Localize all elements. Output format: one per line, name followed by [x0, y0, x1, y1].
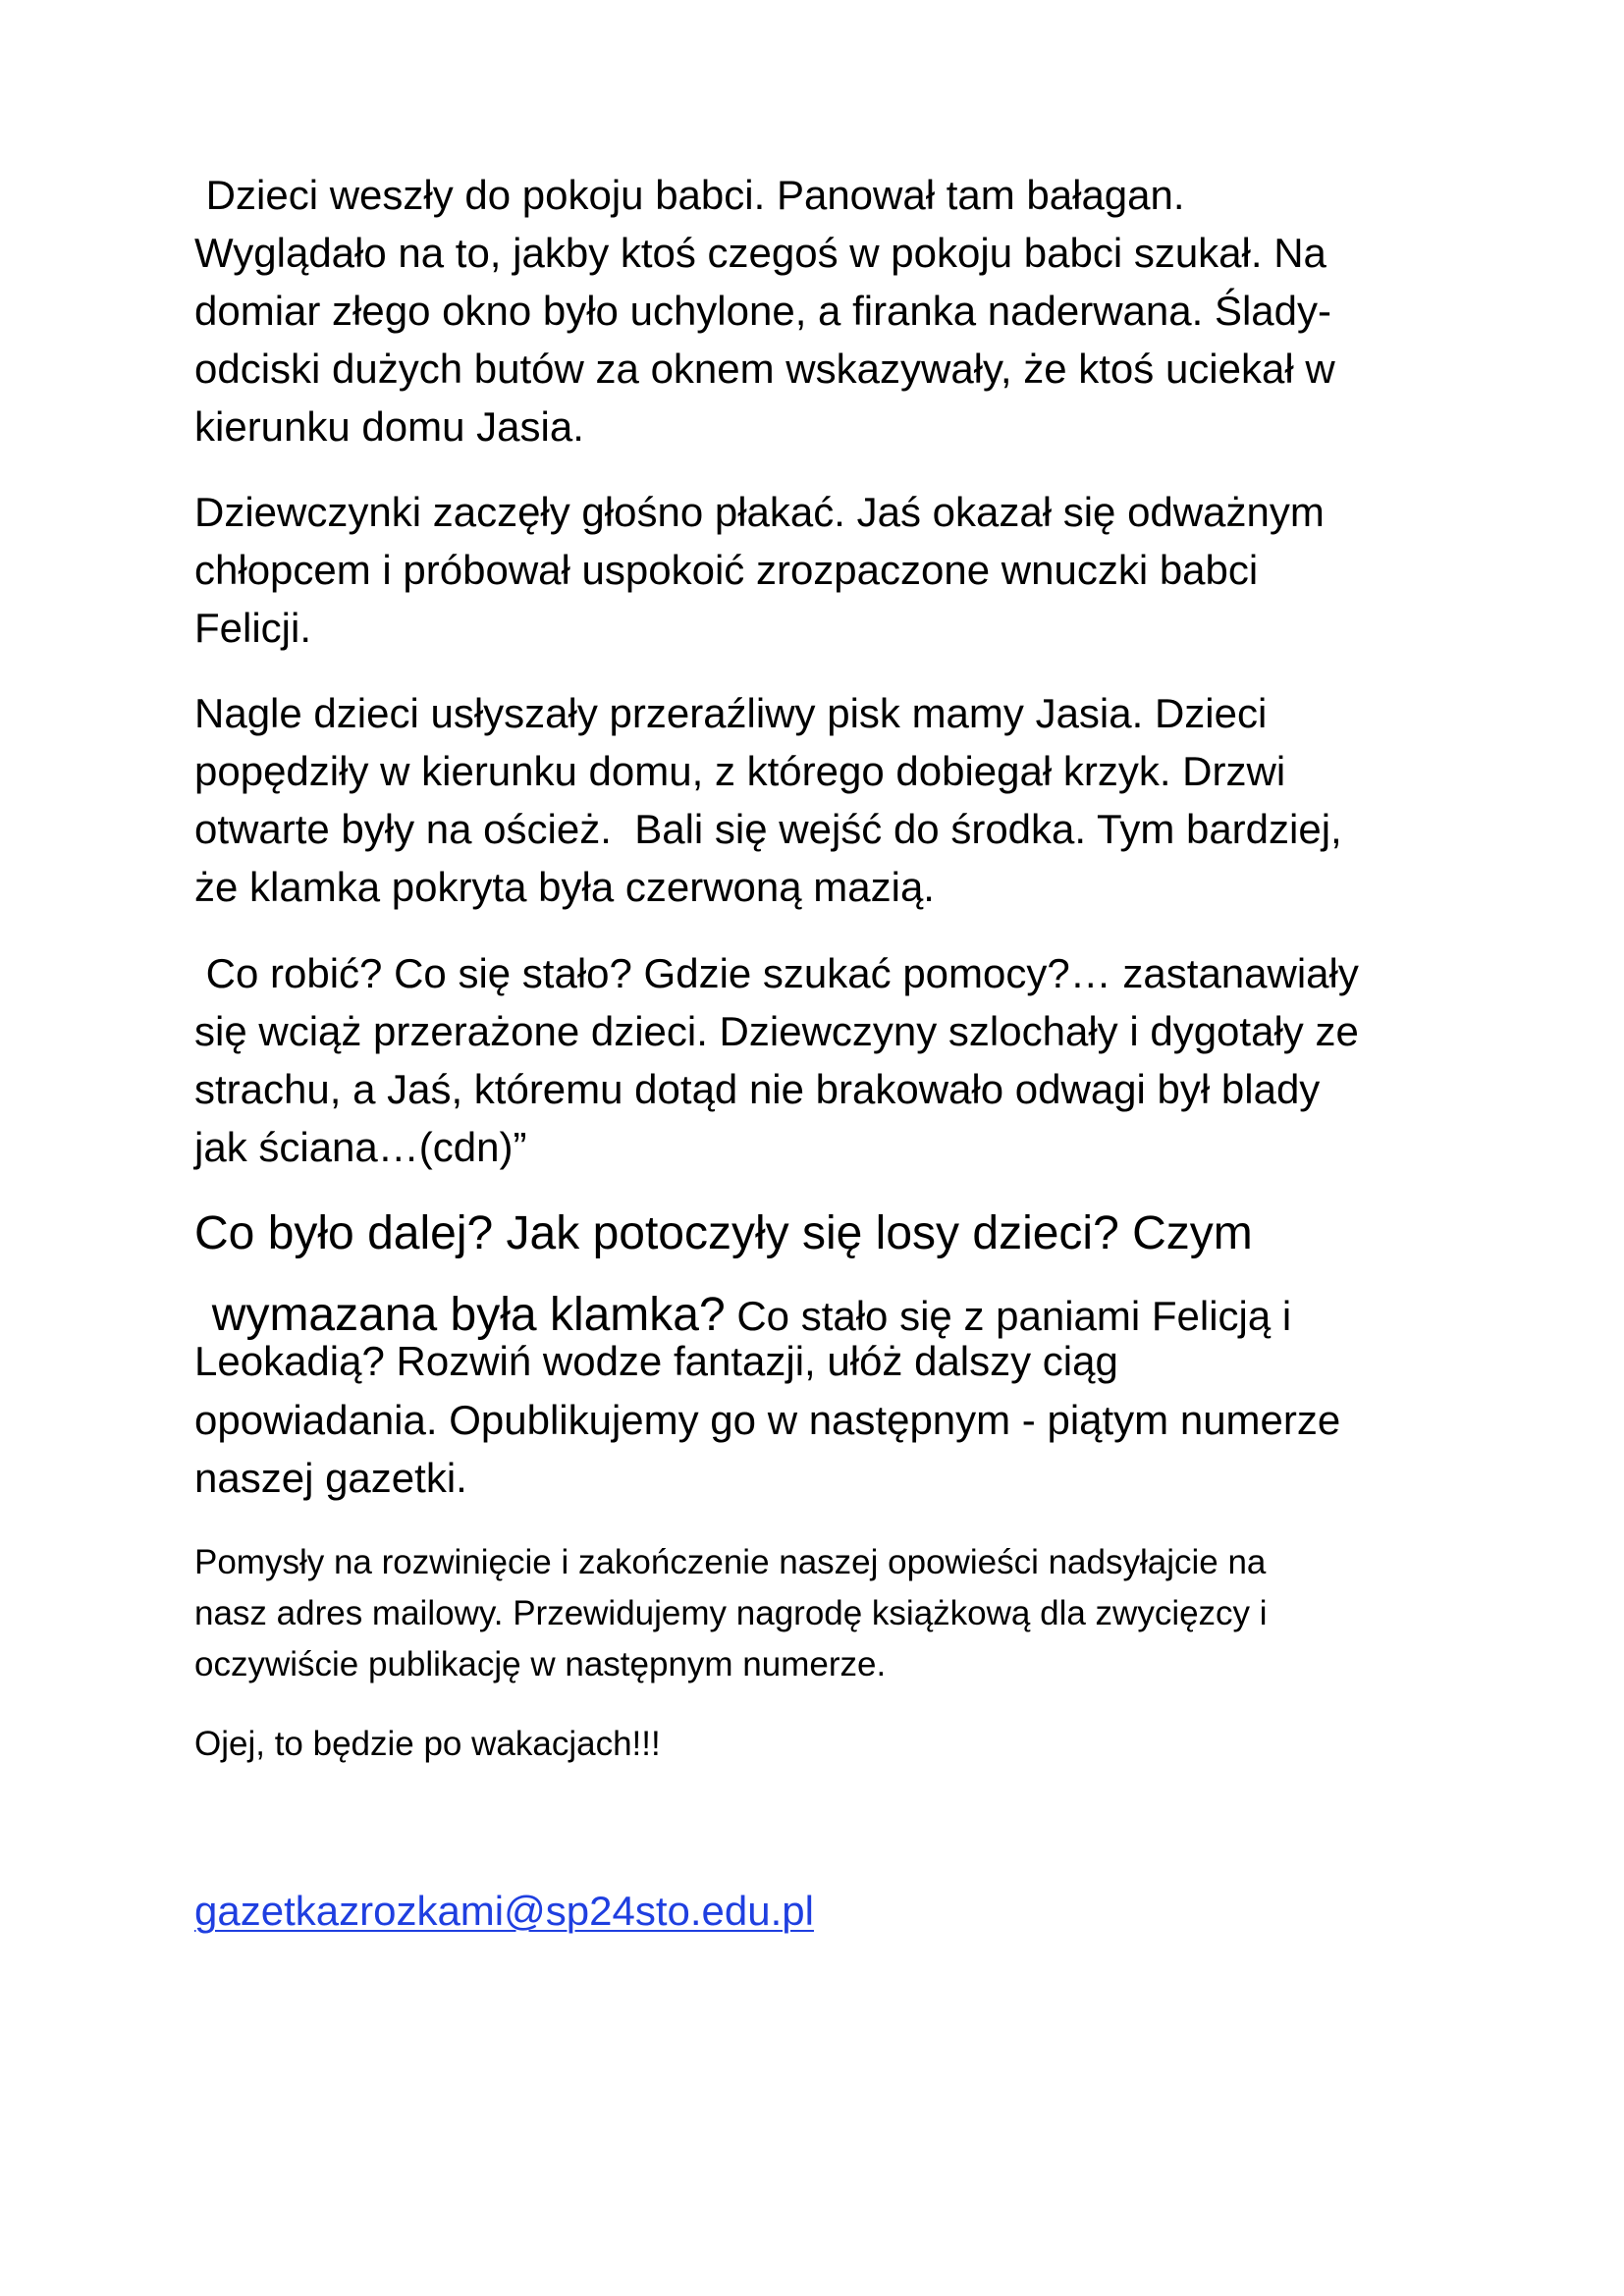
task-question-line: Co było dalej? Jak potoczyły się losy dzieci? Czym — [194, 1207, 1253, 1259]
task-line: naszej gazetki. — [194, 1455, 467, 1501]
story-paragraph-1-line: Wyglądało na to, jakby ktoś czegoś w pokoju babci szukał. Na — [194, 230, 1326, 276]
story-paragraph-1-line: Dzieci weszły do pokoju babci. Panował tam bałagan. — [194, 172, 1185, 218]
info-line: Pomysły na rozwinięcie i zakończenie naszej opowieści nadsyłajcie na — [194, 1543, 1267, 1581]
info-line: nasz adres mailowy. Przewidujemy nagrodę książkową dla zwycięzcy i — [194, 1594, 1268, 1632]
story-paragraph-1-line: domiar złego okno było uchylone, a firanka naderwana. Ślady- — [194, 288, 1332, 334]
story-paragraph-1-line: kierunku domu Jasia. — [194, 403, 584, 450]
story-paragraph-2-line: chłopcem i próbował uspokoić zrozpaczone wnuczki babci — [194, 547, 1259, 593]
info-line: oczywiście publikację w następnym numerze. — [194, 1645, 887, 1683]
story-paragraph-4-line: strachu, a Jaś, któremu dotąd nie brakowało odwagi był blady — [194, 1066, 1321, 1112]
story-paragraph-2-line: Dziewczynki zaczęły głośno płakać. Jaś okazał się odważnym — [194, 489, 1325, 535]
closing-remark: Ojej, to będzie po wakacjach!!! — [194, 1725, 661, 1763]
task-line: opowiadania. Opublikujemy go w następnym - piątym numerze — [194, 1397, 1341, 1443]
task-question-small: Co stało się z paniami Felicją i — [725, 1293, 1292, 1339]
story-paragraph-3-line: Nagle dzieci usłyszały przeraźliwy pisk mamy Jasia. Dzieci — [194, 690, 1268, 736]
story-paragraph-3-line: że klamka pokryta była czerwoną mazią. — [194, 864, 935, 910]
task-line: Leokadią? Rozwiń wodze fantazji, ułóż dalszy ciąg — [194, 1338, 1118, 1384]
email-link[interactable]: gazetkazrozkami@sp24sto.edu.pl — [194, 1888, 814, 1934]
story-paragraph-1-line: odciski dużych butów za oknem wskazywały, że ktoś uciekał w — [194, 346, 1335, 392]
story-paragraph-2-line: Felicji. — [194, 605, 312, 651]
story-paragraph-3-line: otwarte były na oścież. Bali się wejść do środka. Tym bardziej, — [194, 806, 1342, 852]
story-paragraph-4-line: jak ściana…(cdn)” — [194, 1124, 527, 1170]
story-paragraph-4-line: Co robić? Co się stało? Gdzie szukać pomocy?… zastanawiały — [194, 950, 1359, 996]
task-question-large: wymazana była klamka? — [211, 1289, 726, 1341]
story-paragraph-3-line: popędziły w kierunku domu, z którego dobiegał krzyk. Drzwi — [194, 748, 1286, 794]
story-paragraph-4-line: się wciąż przerażone dzieci. Dziewczyny szlochały i dygotały ze — [194, 1008, 1359, 1054]
